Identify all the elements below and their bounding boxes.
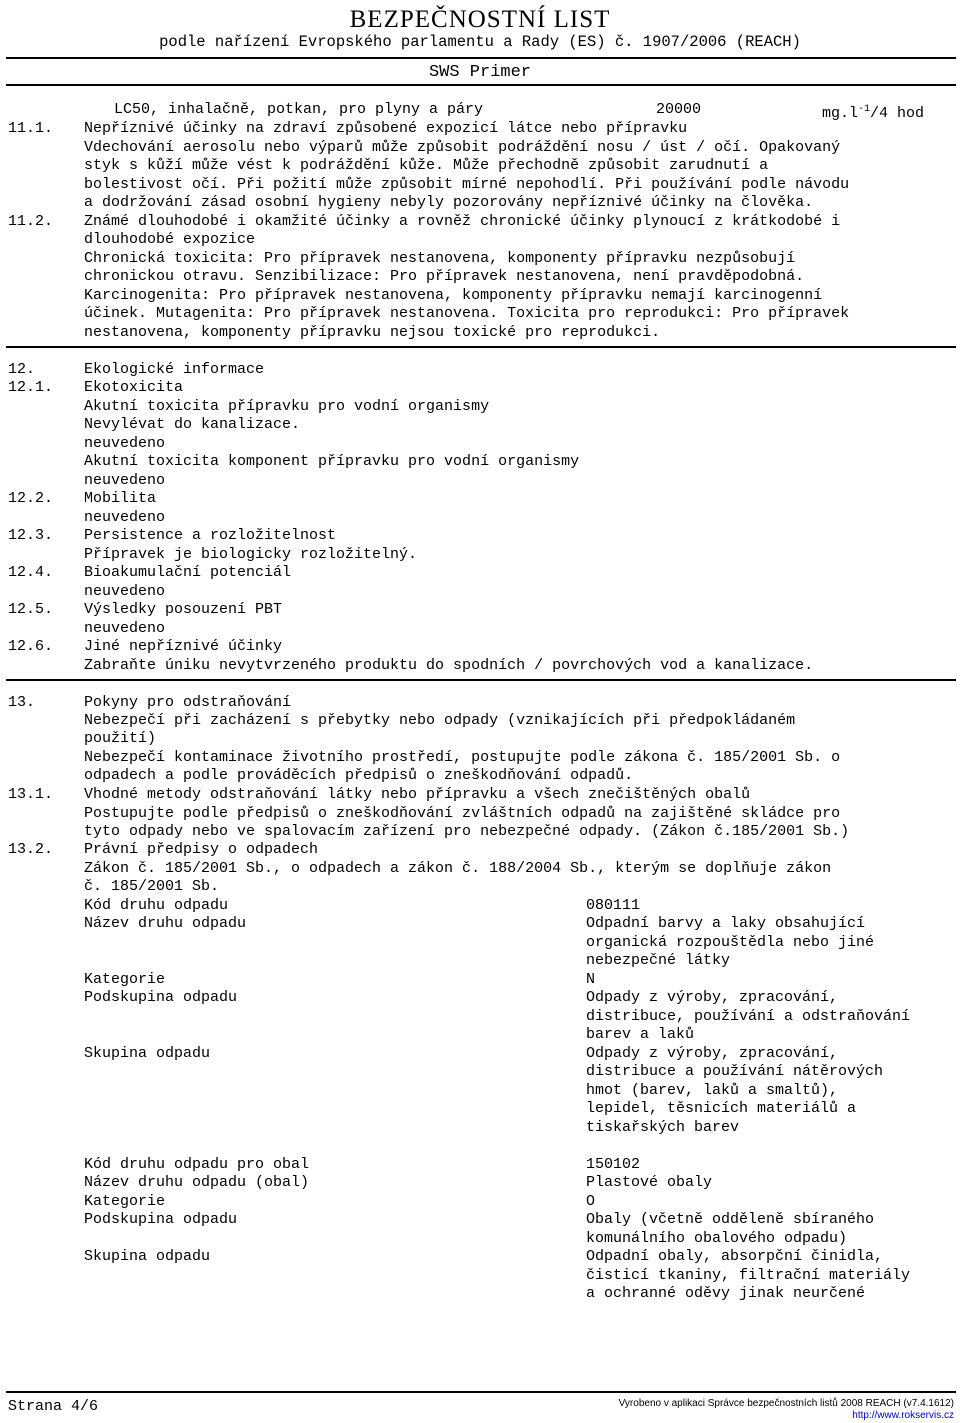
- section-12-4-text: neuvedeno: [84, 583, 166, 600]
- waste-subgroup-value: barev a laků: [586, 1026, 695, 1043]
- section-12-2-number: 12.2.: [8, 490, 54, 507]
- section-12-heading: Ekologické informace: [84, 361, 265, 378]
- waste-name-label: Název druhu odpadu: [84, 915, 247, 932]
- header-rule-bottom: [6, 84, 956, 86]
- waste-group-value: distribuce a používání nátěrových: [586, 1063, 884, 1080]
- section-12-6-heading: Jiné nepříznivé účinky: [84, 638, 283, 655]
- section-12-5-text: neuvedeno: [84, 620, 166, 637]
- pack-category-value: O: [586, 1193, 596, 1210]
- pack-group-label: Skupina odpadu: [84, 1248, 211, 1265]
- waste-category-label: Kategorie: [84, 971, 166, 988]
- waste-category-value: N: [586, 971, 596, 988]
- component-toxicity-heading: Akutní toxicita komponent přípravku pro vodní organismy: [84, 453, 580, 470]
- section-12-4-heading: Bioakumulační potenciál: [84, 564, 292, 581]
- waste-subgroup-value: Odpady z výroby, zpracování,: [586, 989, 839, 1006]
- pack-name-label: Název druhu odpadu (obal): [84, 1174, 310, 1191]
- acute-toxicity-heading: Akutní toxicita přípravku pro vodní organismy: [84, 398, 490, 415]
- pack-category-label: Kategorie: [84, 1193, 166, 1210]
- waste-name-value: Odpadní barvy a laky obsahující: [586, 915, 866, 932]
- section-11-2-heading: dlouhodobé expozice: [84, 231, 256, 248]
- danger-text: Nebezpečí kontaminace životního prostředí, postupujte podle zákona č. 185/2001 Sb. o: [84, 749, 841, 766]
- section-12-5-heading: Výsledky posouzení PBT: [84, 601, 283, 618]
- waste-subgroup-label: Podskupina odpadu: [84, 989, 238, 1006]
- section-13-2-text: č. 185/2001 Sb.: [84, 878, 220, 895]
- waste-name-value: nebezpečné látky: [586, 952, 731, 969]
- section-11-2-text: Karcinogenita: Pro přípravek nestanovena, komponenty přípravku nemají karcinogenní: [84, 287, 823, 304]
- section-13-1-number: 13.1.: [8, 786, 54, 803]
- waste-group-value: tiskařských barev: [586, 1119, 740, 1136]
- lc50-unit: $mg.l^{-1}/4$ hod: [822, 104, 925, 122]
- waste-code-value: 080111: [586, 897, 641, 914]
- pack-name-value: Plastové obaly: [586, 1174, 713, 1191]
- pack-group-value: Odpadní obaly, absorpční činidla,: [586, 1248, 884, 1265]
- pack-subgroup-label: Podskupina odpadu: [84, 1211, 238, 1228]
- section-12-3-number: 12.3.: [8, 527, 54, 544]
- acute-toxicity-text: neuvedeno: [84, 435, 166, 452]
- section-11-1-heading: Nepříznivé účinky na zdraví způsobené expozicí látce nebo přípravku: [84, 120, 688, 137]
- danger-heading: použití): [84, 730, 157, 747]
- section-13-heading: Pokyny pro odstraňování: [84, 694, 292, 711]
- section-11-2-text: účinek. Mutagenita: Pro přípravek nestanovena. Toxicita pro reprodukci: Pro přípravek: [84, 305, 850, 322]
- lc50-value: 20000: [656, 101, 702, 118]
- section-11-2-text: chronickou otravu. Senzibilizace: Pro přípravek nestanovena, není pravděpodobná.: [84, 268, 805, 285]
- waste-name-value: organická rozpouštědla nebo jiné: [586, 934, 875, 951]
- pack-code-value: 150102: [586, 1156, 641, 1173]
- component-toxicity-text: neuvedeno: [84, 472, 166, 489]
- document-title: BEZPEČNOSTNÍ LIST: [349, 6, 611, 33]
- pack-subgroup-value: komunálního obalového odpadu): [586, 1230, 848, 1247]
- product-name: SWS Primer: [428, 63, 532, 82]
- section-13-1-text: Postupujte podle předpisů o zneškodňování zvláštních odpadů na zajištěné skládce pro: [84, 805, 841, 822]
- waste-code-label: Kód druhu odpadu: [84, 897, 229, 914]
- section-13-1-heading: Vhodné metody odstraňování látky nebo přípravku a všech znečištěných obalů: [84, 786, 751, 803]
- danger-text: odpadech a podle prováděcích předpisů o zneškodňování odpadů.: [84, 767, 634, 784]
- waste-subgroup-value: distribuce, používání a odstraňování: [586, 1008, 911, 1025]
- section-divider: [6, 679, 956, 681]
- acute-toxicity-text: Nevylévat do kanalizace.: [84, 416, 301, 433]
- footer-link[interactable]: http://www.rokservis.cz: [852, 1410, 954, 1421]
- generator-note: Vyrobeno v aplikaci Správce bezpečnostních listů 2008 REACH (v7.4.1612): [618, 1398, 954, 1409]
- section-12-4-number: 12.4.: [8, 564, 54, 581]
- lc50-label: LC50, inhalačně, potkan, pro plyny a páry: [114, 101, 484, 118]
- section-13-2-heading: Právní předpisy o odpadech: [84, 841, 319, 858]
- danger-heading: Nebezpečí při zacházení s přebytky nebo odpady (vznikajících při předpokládaném: [84, 712, 796, 729]
- section-12-5-number: 12.5.: [8, 601, 54, 618]
- footer-rule: [6, 1391, 956, 1393]
- section-11-1-number: 11.1.: [8, 120, 54, 137]
- section-11-1-text: styk s kůží může vést k podráždění kůže. Může přechodně způsobit zarudnutí a: [84, 157, 769, 174]
- section-13-1-text: tyto odpady nebo ve spalovacím zařízení pro nebezpečné odpady. (Zákon č.185/2001 Sb.): [84, 823, 850, 840]
- section-11-2-number: 11.2.: [8, 213, 54, 230]
- page-number: Strana 4/6: [8, 1398, 99, 1415]
- section-12-3-text: Přípravek je biologicky rozložitelný.: [84, 546, 418, 563]
- section-11-1-text: bolestivost očí. Při požití může způsobit mírné nepohodlí. Při používání podle návodu: [84, 176, 850, 193]
- section-11-1-text: a dodržování zásad osobní hygieny nebyly pozorovány nepříznivé účinky na člověka.: [84, 194, 814, 211]
- waste-group-label: Skupina odpadu: [84, 1045, 211, 1062]
- pack-group-value: čisticí tkaniny, filtrační materiály: [586, 1267, 911, 1284]
- waste-group-value: lepidel, těsnicích materiálů a: [586, 1100, 857, 1117]
- pack-code-label: Kód druhu odpadu pro obal: [84, 1156, 310, 1173]
- waste-group-value: hmot (barev, laků a smaltů),: [586, 1082, 839, 1099]
- header-rule-top: [6, 57, 956, 59]
- footer-credits: [619, 1398, 954, 1422]
- section-12-1-heading: Ekotoxicita: [84, 379, 184, 396]
- section-12-number: 12.: [8, 361, 36, 378]
- section-12-2-heading: Mobilita: [84, 490, 157, 507]
- section-13-2-text: Zákon č. 185/2001 Sb., o odpadech a zákon č. 188/2004 Sb., kterým se doplňuje zákon: [84, 860, 832, 877]
- section-12-6-number: 12.6.: [8, 638, 54, 655]
- section-11-2-heading: Známé dlouhodobé i okamžité účinky a rovněž chronické účinky plynoucí z krátkodobé i: [84, 213, 841, 230]
- waste-group-value: Odpady z výroby, zpracování,: [586, 1045, 839, 1062]
- section-11-2-text: nestanovena, komponenty přípravku nejsou toxické pro reprodukci.: [84, 324, 661, 341]
- document-subtitle: podle nařízení Evropského parlamentu a Rady (ES) č. 1907/2006 (REACH): [159, 33, 801, 51]
- pack-subgroup-value: Obaly (včetně odděleně sbíraného: [586, 1211, 875, 1228]
- section-12-3-heading: Persistence a rozložitelnost: [84, 527, 337, 544]
- section-11-1-text: Vdechování aerosolu nebo výparů může způsobit podráždění nosu / úst / očí. Opakovaný: [84, 139, 841, 156]
- section-13-number: 13.: [8, 694, 36, 711]
- section-13-2-number: 13.2.: [8, 841, 54, 858]
- section-12-1-number: 12.1.: [8, 379, 54, 396]
- section-11-2-text: Chronická toxicita: Pro přípravek nestanovena, komponenty přípravku nezpůsobují: [84, 250, 796, 267]
- section-12-6-text: Zabraňte úniku nevytvrzeného produktu do spodních / povrchových vod a kanalizace.: [84, 657, 814, 674]
- section-divider: [6, 346, 956, 348]
- pack-group-value: a ochranné oděvy jinak neurčené: [586, 1285, 866, 1302]
- section-12-2-text: neuvedeno: [84, 509, 166, 526]
